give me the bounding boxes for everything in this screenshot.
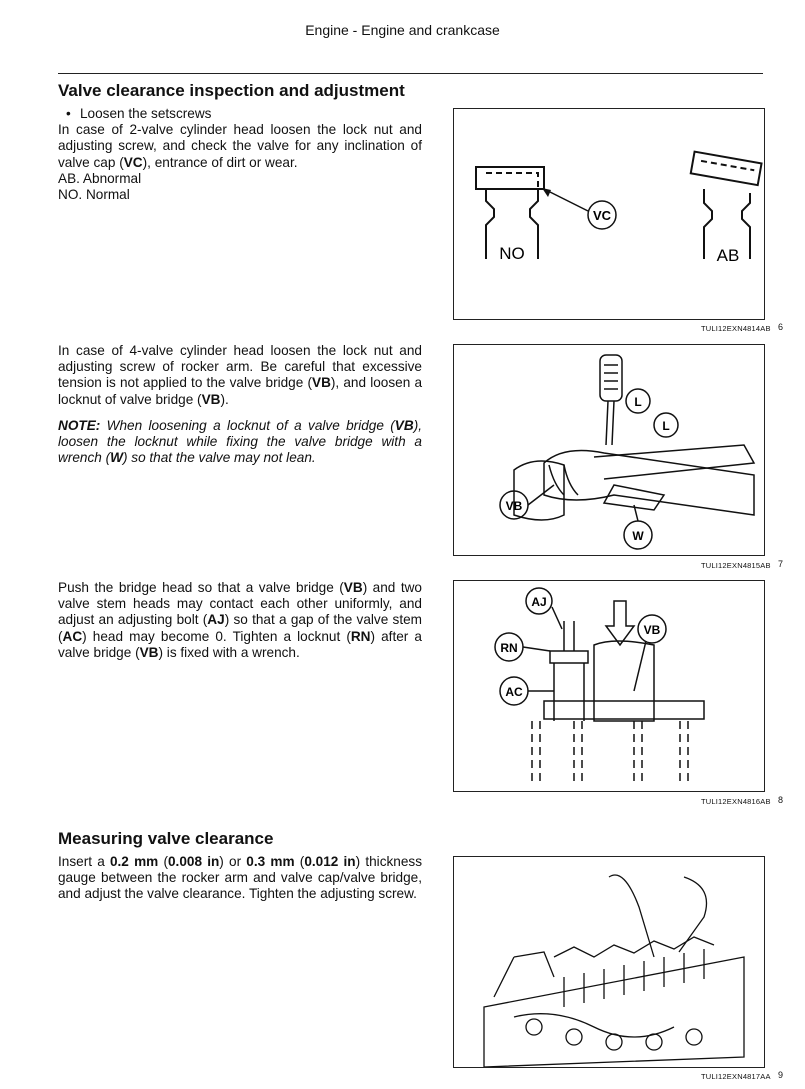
figure-9-code: TULI12EXN4817AA <box>701 1072 771 1081</box>
figure-9-number: 9 <box>778 1070 784 1080</box>
figure-9-engine <box>453 856 765 1068</box>
figure-7-number: 7 <box>778 559 784 569</box>
label-ab: AB <box>716 246 740 265</box>
label-w: W <box>632 529 644 543</box>
section-4-valve <box>58 343 422 466</box>
label-no: NO <box>499 244 525 263</box>
label-ac: AC <box>505 685 523 699</box>
figure-6-number: 6 <box>778 322 784 332</box>
figure-6-valve-cap <box>453 108 765 320</box>
figure-7-drawing <box>454 345 764 555</box>
paragraph: In case of 2-valve cylinder head loosen the lock nut and adjusting screw, and check the valve for any inclination of valve cap (VC), entrance of dirt or wear. <box>58 122 422 170</box>
paragraph: In case of 4-valve cylinder head loosen the lock nut and adjusting screw of rocker arm. Be careful that excessive tension is not applied to the valve bridge (VB), and loosen a locknut of valve bridge (VB). <box>58 343 423 407</box>
valve-cap-abnormal <box>691 152 762 185</box>
figure-8-bridge <box>453 580 765 792</box>
section-valve-bridge <box>58 580 422 661</box>
page-header: Engine - Engine and crankcase <box>305 22 500 38</box>
label-vb: VB <box>505 499 523 513</box>
figure-7-wrench <box>453 344 765 556</box>
legend-ab: AB. Abnormal <box>58 170 142 186</box>
note-paragraph: NOTE: When loosening a locknut of a valve bridge (VB), loosen the locknut while fixing the valve bridge with a wrench (W) so that the valve may not lean. <box>58 417 422 466</box>
valve-cap-normal <box>476 167 544 189</box>
label-l-1: L <box>634 395 642 409</box>
figure-8-number: 8 <box>778 795 784 805</box>
label-vc: VC <box>592 208 612 223</box>
label-l-2: L <box>662 419 670 433</box>
figure-8-code: TULI12EXN4816AB <box>701 797 771 806</box>
section-heading: Valve clearance inspection and adjustment <box>58 81 405 100</box>
figure-6-drawing <box>454 109 764 319</box>
section-valve-inspection <box>58 81 422 203</box>
label-vb: VB <box>643 623 661 637</box>
figure-6-code: TULI12EXN4814AB <box>701 324 771 333</box>
legend-no: NO. Normal <box>58 187 130 203</box>
header-rule <box>58 73 763 74</box>
label-rn: RN <box>500 641 518 655</box>
paragraph: Push the bridge head so that a valve bridge (VB) and two valve stem heads may contact each other uniformly, and adjust an adjusting bolt (AJ) so that a gap of the valve stem (AC) head may become 0. Tighten a locknut (RN) after a valve bridge (VB) is fixed with a wrench. <box>58 580 422 660</box>
paragraph: Insert a 0.2 mm (0.008 in) or 0.3 mm (0.012 in) thickness gauge between the rocker arm and valve cap/valve bridge, and adjust the valve clearance. Tighten the adjusting screw. <box>58 854 422 902</box>
section-heading: Measuring valve clearance <box>58 829 274 848</box>
label-aj: AJ <box>531 595 547 609</box>
figure-8-drawing <box>454 581 764 791</box>
figure-7-code: TULI12EXN4815AB <box>701 561 771 570</box>
bullet-item: • Loosen the setscrews <box>58 106 422 122</box>
figure-9-drawing <box>454 857 764 1067</box>
section-measuring <box>58 829 422 903</box>
